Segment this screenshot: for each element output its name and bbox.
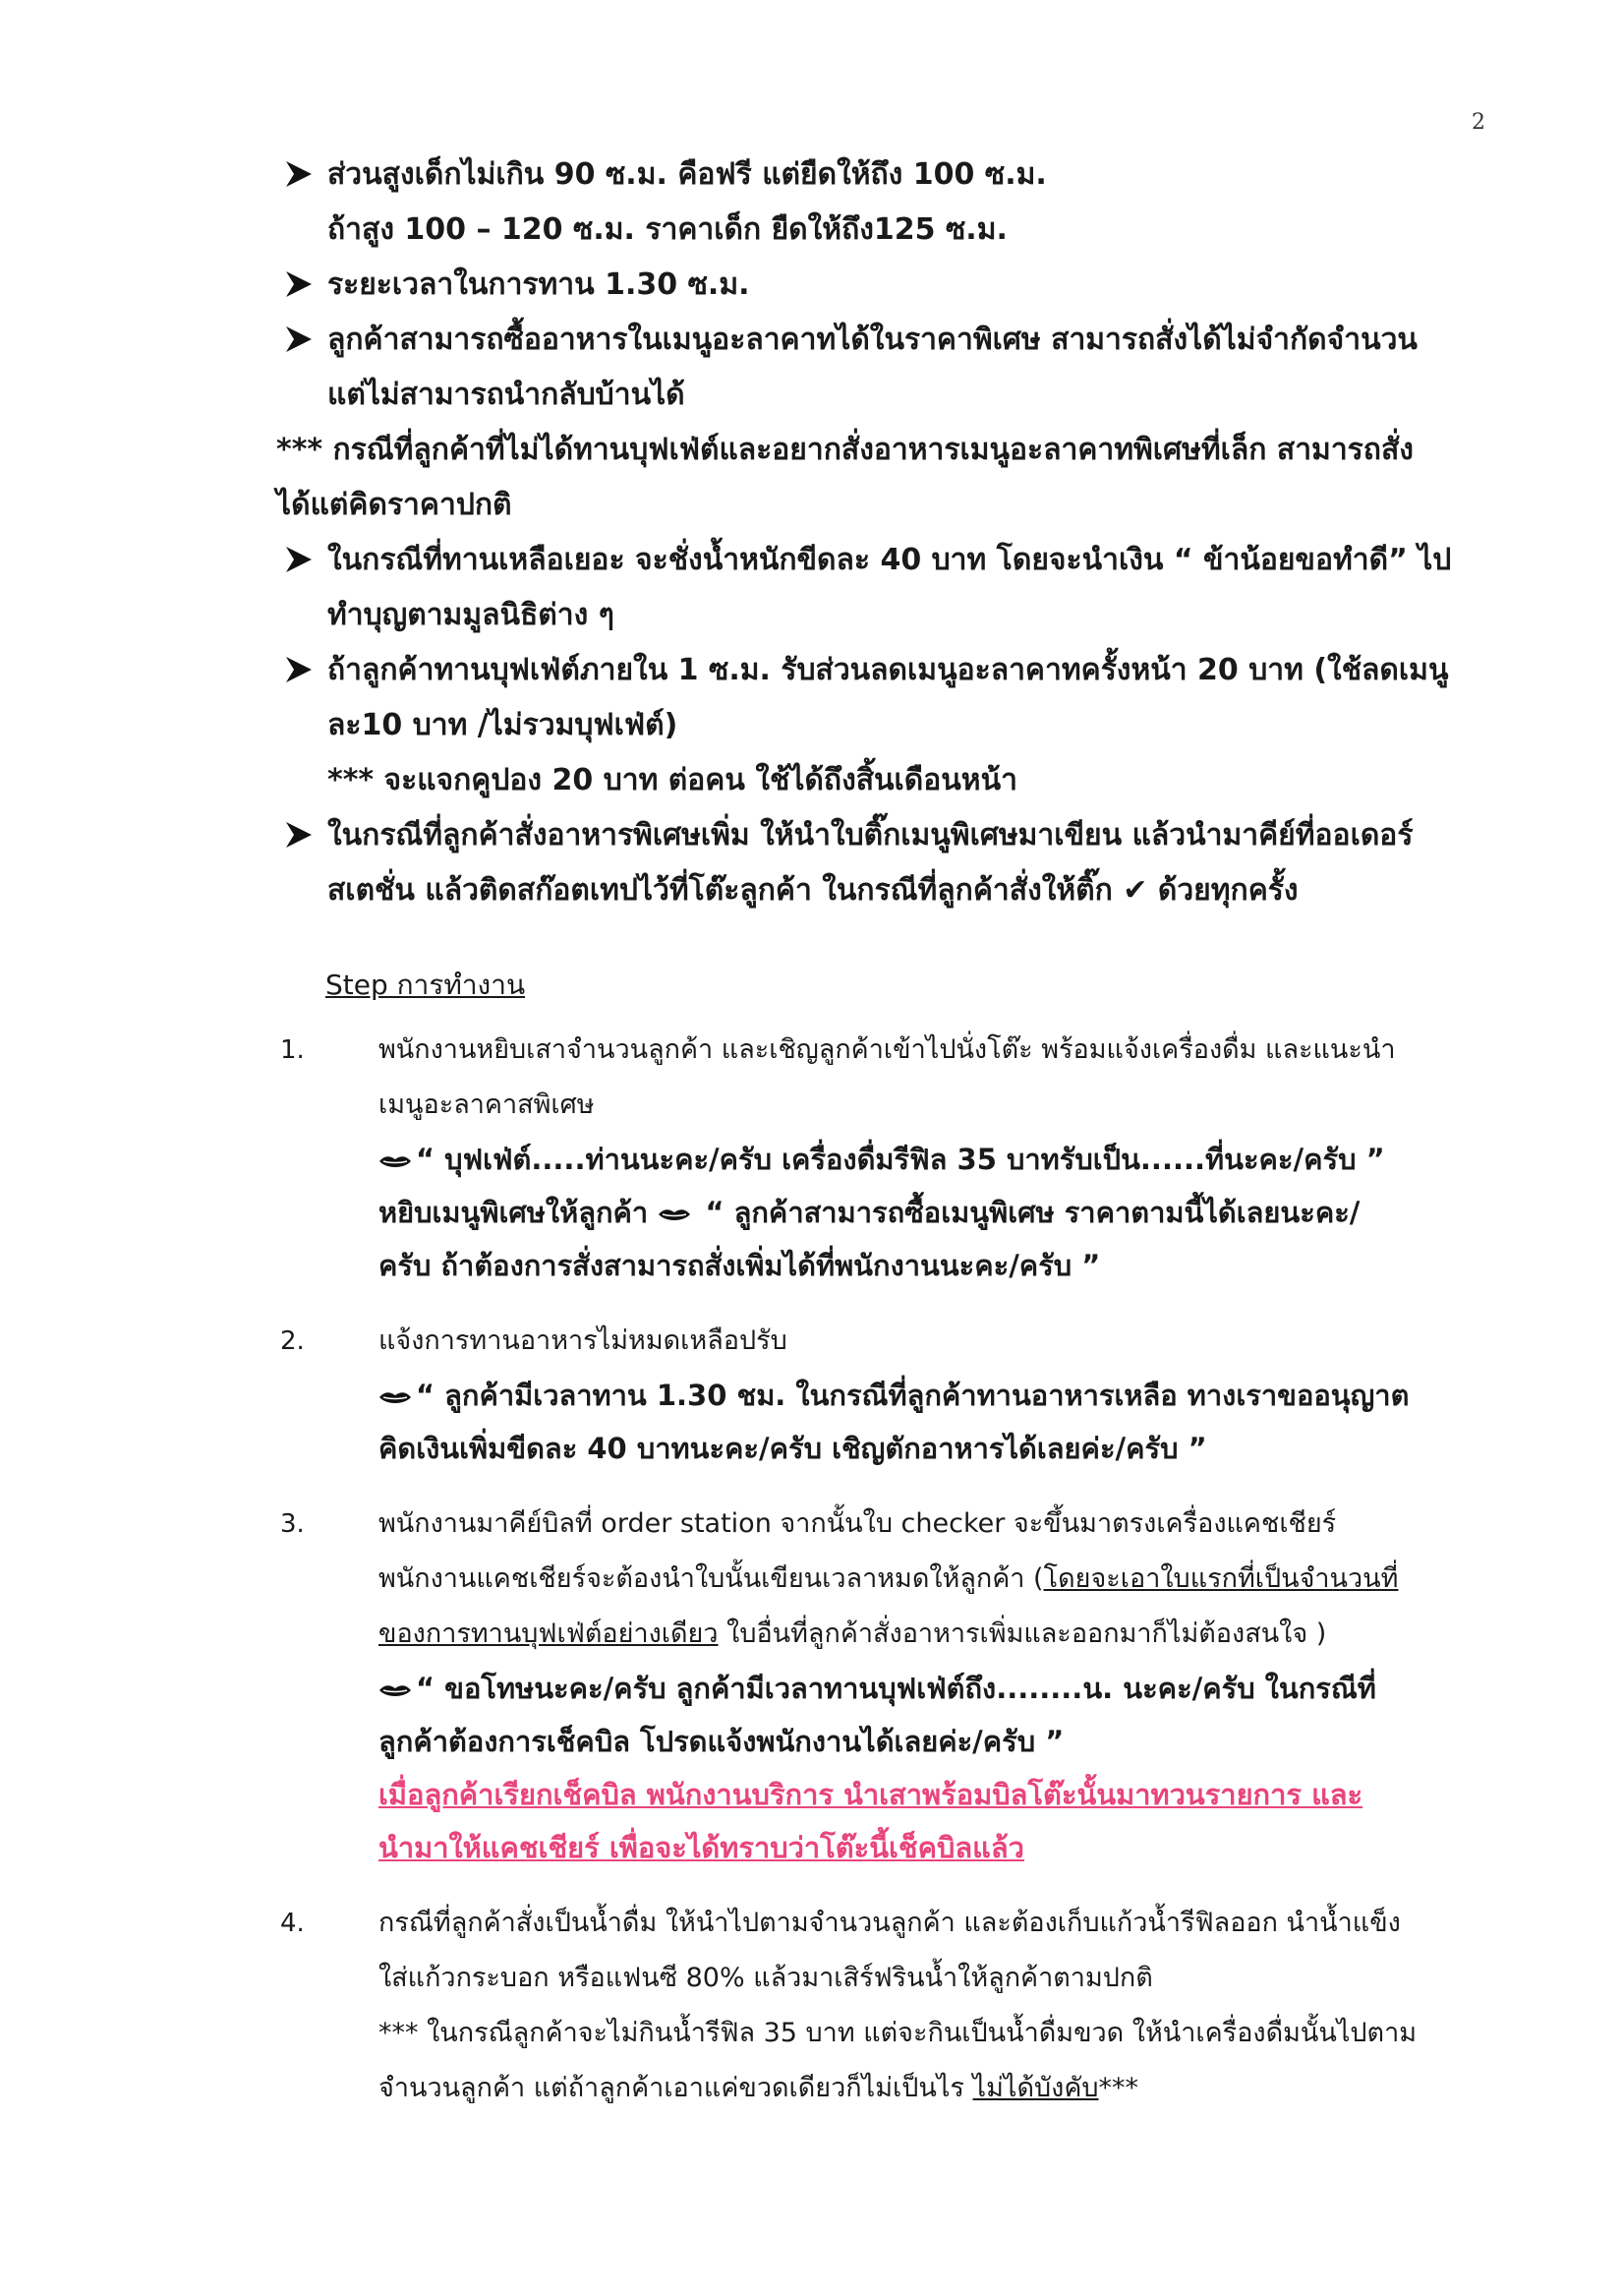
arrow-bullet-icon: [284, 269, 314, 299]
step-item: 2. แจ้งการทานอาหารไม่หมดเหลือปรับ “ ลูกค้ามีเวลาทาน 1.30 ชม. ในกรณีที่ลูกค้าทานอาหารเหลือ ทางเราขออนุญาต คิดเงินเพิ่มขีดละ 40 บาทนะคะ/ครับ เชิญตักอาหารได้เลยค่ะ/ครับ ”: [280, 1314, 1489, 1475]
rule-item: ในกรณีที่ลูกค้าสั่งอาหารพิเศษเพิ่ม ให้นำใบติ๊กเมนูพิเศษมาเขียน แล้วนำมาคีย์ที่ออเดอร์ สเตชั่น แล้วติดสก๊อตเทปไว้ที่โต๊ะลูกค้า ในกรณีที่ลูกค้าสั่งให้ติ๊ก ✔ ด้วยทุกครั้ง: [280, 808, 1489, 918]
note-coupon: *** จะแจกคูปอง 20 บาท ต่อคน ใช้ได้ถึงสิ้นเดือนหน้า: [327, 763, 1017, 797]
step-number: 1.: [280, 1035, 305, 1065]
arrow-bullet-icon: [284, 545, 314, 574]
section-title: Step การทำงาน: [325, 969, 526, 1001]
step-item: 3. พนักงานมาคีย์บิลที่ order station จากนั้นใบ checker จะขึ้นมาตรงเครื่องแคชเชียร์ พนักงานแคชเชียร์จะต้องนำใบนั้นเขียนเวลาหมดให้ลูกค้า (โดยจะเอาใบแรกที่เป็นจำนวนที่ ของการทานบุฟเฟ่ต์อย่างเดียว ใบอื่นที่ลูกค้าสั่งอาหารเพิ่มและออกมาก็ไม่ต้องสนใจ ) “ ขอโทษนะคะ/ครับ ลูกค้ามีเวลาทานบุฟเฟ่ต์ถึง........น. นะคะ/ครับ ในกรณีที่ ลูกค้าต้องการเช็คบิล โปรดแจ้งพนักงานได้เลยค่ะ/ครับ ” เมื่อลูกค้าเรียกเช็คบิล พนักงานบริการ นำเสาพร้อมบิลโต๊ะนั้นมาทวนรายการ และ นำมาให้แคชเชียร์ เพื่อจะได้ทราบว่าโต๊ะนี้เช็คบิลแล้ว: [280, 1497, 1489, 1874]
rule-item: ในกรณีที่ทานเหลือเยอะ จะชั่งน้ำหนักขีดละ 40 บาท โดยจะนำเงิน “ ข้าน้อยขอทำดี” ไป ทำบุญตามมูลนิธิต่าง ๆ: [280, 533, 1489, 643]
step-number: 2.: [280, 1326, 305, 1356]
rule-item: ระยะเวลาในการทาน 1.30 ซ.ม.: [280, 258, 1489, 313]
rule-item: ส่วนสูงเด็กไม่เกิน 90 ซ.ม. คือฟรี แต่ยืดให้ถึง 100 ซ.ม. ถ้าสูง 100 – 120 ซ.ม. ราคาเด็ก ยืดให้ถึง125 ซ.ม.: [280, 147, 1489, 258]
rules-list: [276, 147, 1489, 918]
rule-item: ลูกค้าสามารถซื้ออาหารในเมนูอะลาคาทได้ในราคาพิเศษ สามารถสั่งได้ไม่จำกัดจำนวน แต่ไม่สามารถนำกลับบ้านได้: [280, 313, 1489, 423]
highlight-note: นำมาให้แคชเชียร์ เพื่อจะได้ทราบว่าโต๊ะนี้เช็คบิลแล้ว: [378, 1831, 1024, 1864]
arrow-bullet-icon: [284, 820, 314, 850]
speech-lips-icon: [378, 1680, 412, 1700]
arrow-bullet-icon: [284, 159, 314, 189]
arrow-bullet-icon: [284, 655, 314, 684]
page-number: 2: [1472, 110, 1485, 135]
speech-lips-icon: [378, 1387, 412, 1407]
speech-lips-icon: [658, 1205, 691, 1224]
step-number: 3.: [280, 1509, 305, 1539]
note-non-buffet: *** กรณีที่ลูกค้าที่ไม่ได้ทานบุฟเฟ่ต์และอยากสั่งอาหารเมนูอะลาคาทพิเศษที่เล็ก สามารถสั่ง ได้แต่คิดราคาปกติ: [276, 433, 1414, 522]
steps-list: [280, 1023, 1489, 2116]
step-item: 1. พนักงานหยิบเสาจำนวนลูกค้า และเชิญลูกค้าเข้าไปนั่งโต๊ะ พร้อมแจ้งเครื่องดื่ม และแนะนำ เมนูอะลาคาสพิเศษ “ บุฟเฟ่ต์.....ท่านนะคะ/ครับ เครื่องดื่มรีฟิล 35 บาทรับเป็น......ที่นะคะ/ครับ ” หยิบเมนูพิเศษให้ลูกค้า “ ลูกค้าสามารถซื้อเมนูพิเศษ ราคาตามนี้ได้เลยนะคะ/ ครับ ถ้าต้องการสั่งสามารถสั่งเพิ่มได้ที่พนักงานนะคะ/ครับ ”: [280, 1023, 1489, 1292]
step-item: 4. กรณีที่ลูกค้าสั่งเป็นน้ำดื่ม ให้นำไปตามจำนวนลูกค้า และต้องเก็บแก้วน้ำรีฟิลออก นำน้ำแข็ง ใส่แก้วกระบอก หรือแฟนซี 80% แล้วมาเสิร์ฟรินน้ำให้ลูกค้าตามปกติ *** ในกรณีลูกค้าจะไม่กินน้ำรีฟิล 35 บาท แต่จะกินเป็นน้ำดื่มขวด ให้นำเครื่องดื่มนั้นไปตาม จำนวนลูกค้า แต่ถ้าลูกค้าเอาแค่ขวดเดียวก็ไม่เป็นไร ไม่ได้บังคับ***: [280, 1896, 1489, 2116]
document-body: [276, 147, 1489, 2138]
highlight-note: เมื่อลูกค้าเรียกเช็คบิล พนักงานบริการ นำเสาพร้อมบิลโต๊ะนั้นมาทวนรายการ และ: [378, 1778, 1363, 1811]
speech-lips-icon: [378, 1151, 412, 1171]
rule-item: ถ้าลูกค้าทานบุฟเฟ่ต์ภายใน 1 ซ.ม. รับส่วนลดเมนูอะลาคาทครั้งหน้า 20 บาท (ใช้ลดเมนู ละ10 บาท /ไม่รวมบุฟเฟ่ต์): [280, 643, 1489, 753]
arrow-bullet-icon: [284, 324, 314, 354]
step-number: 4.: [280, 1909, 305, 1938]
checkmark-icon: ✔: [1123, 873, 1148, 908]
